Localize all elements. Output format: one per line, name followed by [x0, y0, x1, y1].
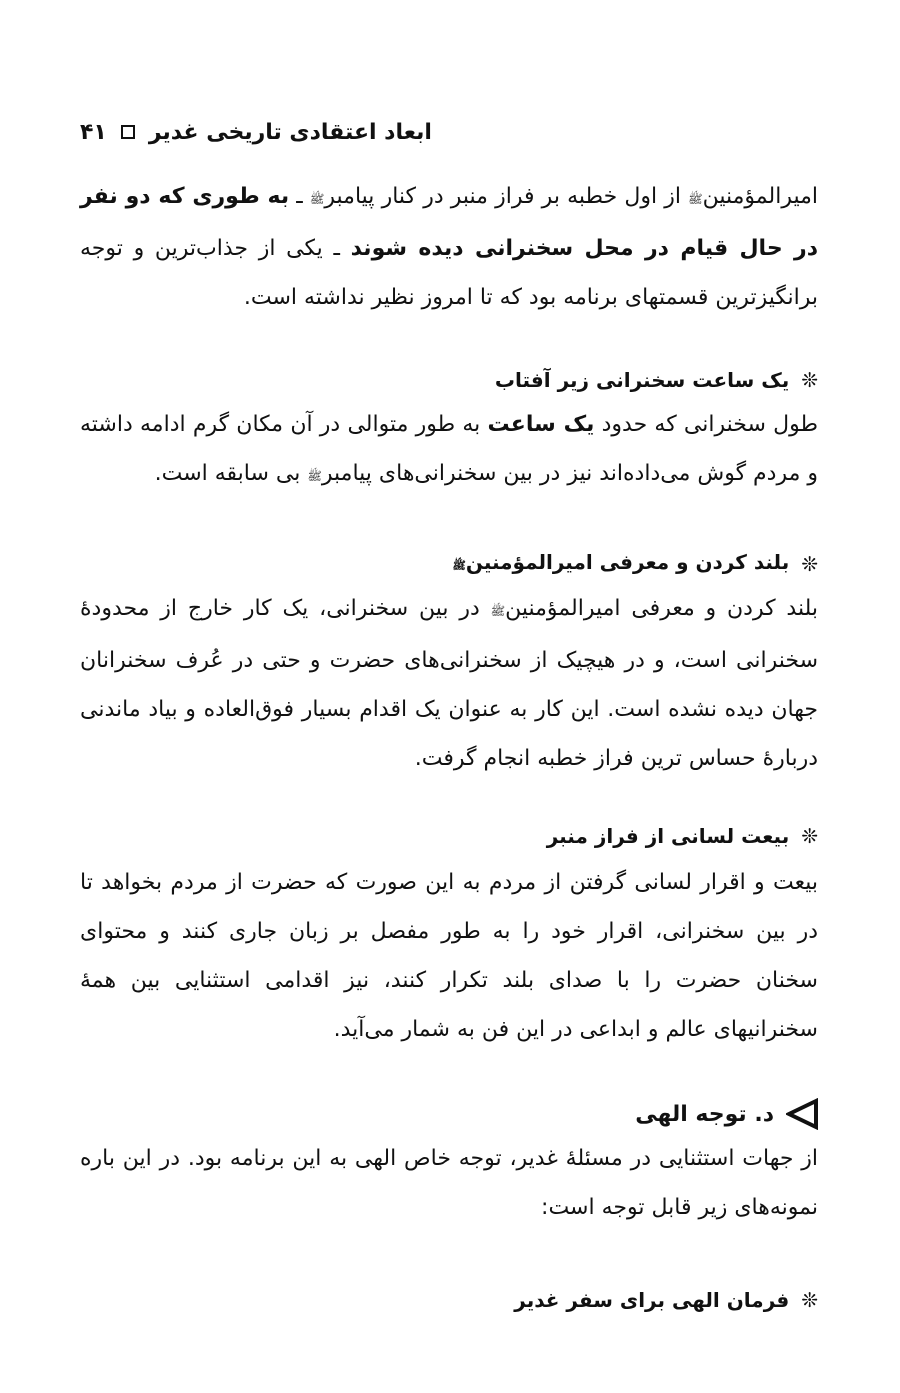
text-span: در بین سخنرانی، یک کار خارج از محدودهٔ سخنرانی است، و در هیچیک از سخنرانی‌های حضرت و حتی در عُرف سخنرانان جهان دیده نشده است. این کار به عنوان یک اقدام بسیار فوق‌العاده و بیاد ماندنی دربارهٔ حساس ترین فراز خطبه انجام گرفت.	[80, 596, 818, 771]
paragraph-5: از جهات استثنایی در مسئلهٔ غدیر، توجه خاص الهی به این برنامه بود. در این باره نمونه‌های زیر قابل توجه است:	[80, 1146, 818, 1220]
bold-phrase: یک ساعت	[487, 412, 595, 437]
running-head	[80, 114, 818, 150]
square-icon	[121, 125, 135, 139]
text-span: بی سابقه است.	[154, 461, 308, 486]
paragraph-4: بیعت و اقرار لسانی گرفتن از مردم به این صورت که حضرت از مردم بخواهد تا در بین سخنرانی، اقرار خود را به طور مفصل بر زبان جاری کنند و محتوای سخنان حضرت را با صدای بلند تکرار کنند، نیز اقدامی استثنایی بین همهٔ سخنرانیهای عالم و ابداعی در این فن به شمار می‌آید.	[80, 870, 818, 1042]
paragraph-3	[80, 584, 818, 783]
section-heading-divine-attention	[635, 1094, 818, 1134]
star-bullet-icon: ❊	[801, 552, 818, 576]
subheading-verbal-allegiance	[80, 820, 818, 852]
subheading-divine-command	[80, 1284, 818, 1316]
text-span: امیرالمؤمنین	[702, 184, 819, 209]
paragraph-2	[80, 400, 818, 501]
honorific-glyph: ﷺ	[307, 469, 322, 483]
star-bullet-icon: ❊	[801, 368, 818, 392]
text-span: بلند کردن و معرفی امیرالمؤمنین	[505, 596, 819, 621]
star-bullet-icon: ❊	[801, 824, 818, 848]
honorific-glyph: ﷺ	[309, 192, 325, 206]
honorific-glyph: ﷺ	[452, 559, 466, 572]
subheading-one-hour-speech	[80, 364, 818, 396]
bold-phrase: به طوری که دو نفر در حال قیام در محل سخنرانی دیده شوند	[80, 184, 818, 261]
subheading-raising-amir	[80, 546, 818, 582]
section-heading-label: د. توجه الهی	[635, 1101, 774, 1127]
paragraph-1	[80, 172, 818, 322]
text-span: ـ	[289, 184, 310, 209]
honorific-glyph: ﷺ	[688, 192, 703, 206]
honorific-glyph: ﷺ	[490, 604, 506, 618]
subheading-label: فرمان الهی برای سفر غدیر	[514, 1288, 790, 1312]
triangle-left-icon	[786, 1098, 818, 1130]
book-page	[80, 0, 818, 1393]
running-head-title: ابعاد اعتقادی تاریخی غدیر	[148, 119, 432, 145]
subheading-label: بیعت لسانی از فراز منبر	[546, 824, 790, 848]
page-number: ۴۱	[80, 119, 107, 145]
subheading-label: یک ساعت سخنرانی زیر آفتاب	[494, 368, 790, 392]
text-span: به طور متوالی در آن مکان گرم ادامه داشته و مردم گوش می‌داده‌اند نیز در بین سخنرانی‌های پیامبر	[80, 412, 818, 486]
subheading-text: بلند کردن و معرفی امیرالمؤمنین	[465, 550, 790, 574]
text-span: ـ یکی از جذاب‌ترین و توجه برانگیزترین قسمتهای برنامه بود که تا امروز نظیر نداشته است.	[80, 236, 818, 310]
text-span: طول سخنرانی که حدود	[594, 412, 818, 437]
subheading-label	[453, 546, 790, 582]
text-span: از اول خطبه بر فراز منبر در کنار پیامبر	[324, 184, 689, 209]
star-bullet-icon: ❊	[801, 1288, 818, 1312]
